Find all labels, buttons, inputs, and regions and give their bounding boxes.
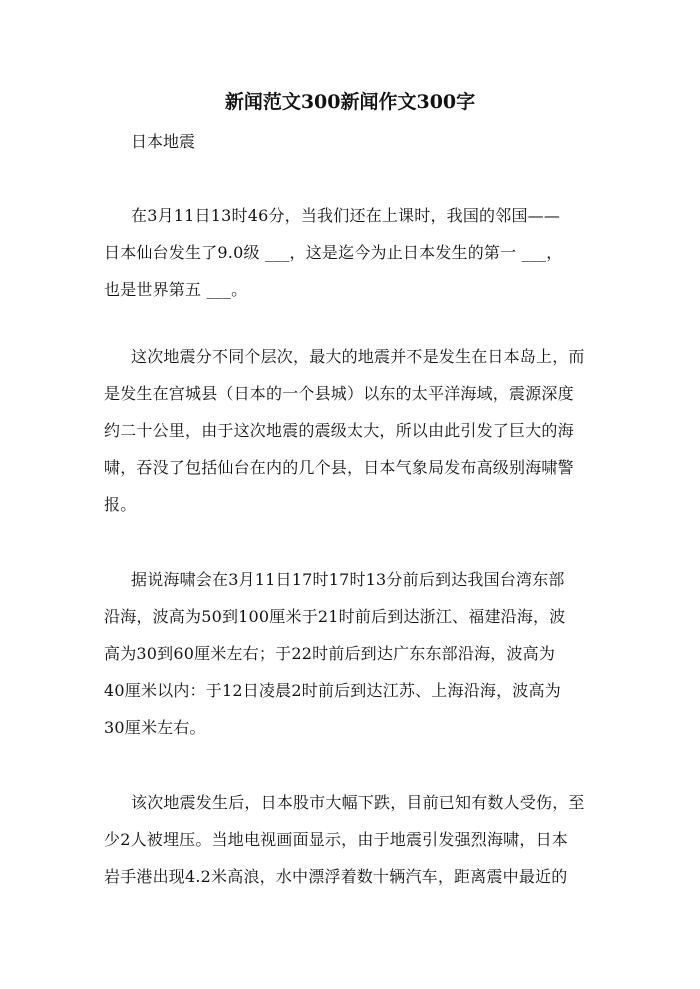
document-title: 新闻范文300新闻作文300字 — [224, 91, 476, 113]
paragraph-line: 在3月11日13时46分，当我们还在上课时，我国的邻国—— — [131, 206, 561, 225]
paragraph-line: 这次地震分不同个层次，最大的地震并不是发生在日本岛上，而 — [131, 347, 585, 366]
paragraph-line: 少2人被埋压。当地电视画面显示，由于地震引发强烈海啸，日本 — [104, 830, 568, 849]
paragraph-4 — [104, 784, 604, 895]
paragraph-line: 该次地震发生后，日本股市大幅下跌，目前已知有数人受伤，至 — [131, 793, 585, 812]
paragraph-line: 是发生在宫城县（日本的一个县城）以东的太平洋海域，震源深度 — [104, 384, 574, 403]
paragraph-line: 沿海，波高为50到100厘米于21时前后到达浙江、福建沿海，波 — [104, 607, 566, 626]
paragraph-line: 约二十公里，由于这次地震的震级太大，所以由此引发了巨大的海 — [104, 421, 574, 440]
paragraph-line: 岩手港出现4.2米高浪，水中漂浮着数十辆汽车，距离震中最近的 — [104, 867, 568, 886]
paragraph-line: 啸，吞没了包括仙台在内的几个县，日本气象局发布高级别海啸警 — [104, 458, 574, 477]
paragraph-1 — [104, 197, 604, 308]
paragraph-line: 高为30到60厘米左右；于22时前后到达广东东部沿海，波高为 — [104, 644, 556, 663]
paragraph-line: 30厘米左右。 — [104, 718, 206, 737]
paragraph-line: 40厘米以内：于12日凌晨2时前后到达江苏、上海沿海，波高为 — [104, 681, 561, 700]
paragraph-line: 报。 — [104, 495, 137, 514]
paragraph-line: 据说海啸会在3月11日17时17时13分前后到达我国台湾东部 — [131, 570, 565, 589]
paragraph-line: 日本仙台发生了9.0级 ___，这是迄今为止日本发生的第一 ___， — [104, 243, 563, 262]
paragraph-line: 也是世界第五 ___。 — [104, 280, 248, 299]
document-subtitle: 日本地震 — [131, 132, 196, 151]
paragraph-3 — [104, 561, 604, 746]
paragraph-2 — [104, 338, 604, 523]
